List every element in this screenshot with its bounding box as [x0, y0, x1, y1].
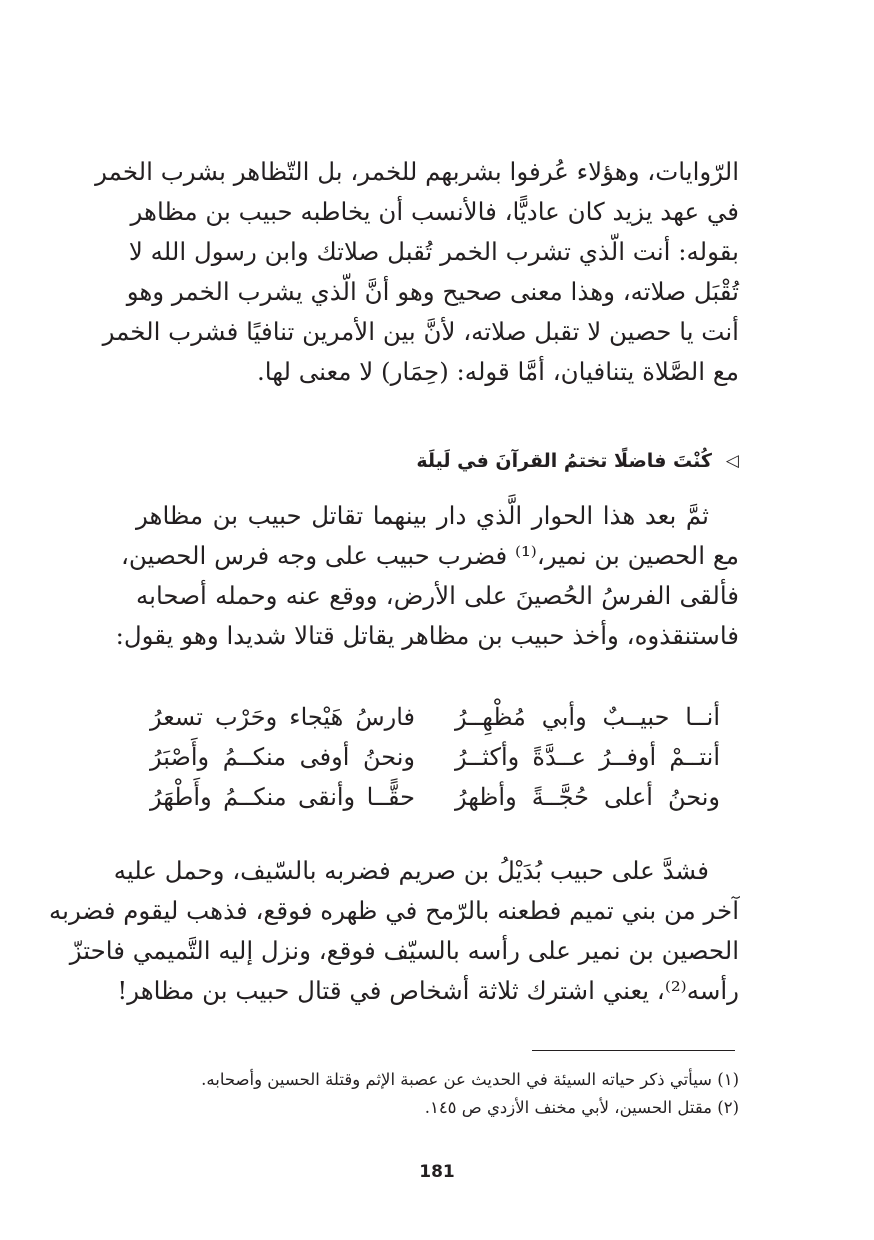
paragraph-line: آخر من بني تميم فطعنه بالرّمح في ظهره فوقع، فذهب ليقوم فضربه — [49, 896, 739, 925]
verse-second-hemistich: ونحنُ أوفى منكــمُ وأَصْبَرُ — [150, 743, 415, 771]
poem-verse — [150, 697, 720, 737]
verse-first-hemistich: ونحنُ أعلى حُجَّــةً وأظهرُ — [455, 783, 720, 811]
paragraph-line: بقوله: أنت الّذي تشرب الخمر تُقبل صلاتك وابن رسول الله لا — [128, 237, 739, 266]
paragraph-line: فألقى الفرسُ الحُصينَ على الأرض، ووقع عنه وحمله أصحابه — [136, 581, 739, 610]
footnotes — [136, 1066, 739, 1122]
paragraph-line: مع الصَّلاة يتنافيان، أمَّا قوله: (حِمَار) لا معنى لها. — [256, 357, 739, 386]
paragraph-1 — [95, 152, 739, 392]
footnote-separator — [532, 1050, 735, 1051]
poem-verse — [150, 737, 720, 777]
footnote-2: (٢) مقتل الحسين، لأبي مخنف الأزدي ص ١٤٥. — [424, 1098, 739, 1117]
paragraph-line: أنت يا حصين لا تقبل صلاته، لأنَّ بين الأمرين تنافيًا فشرب الخمر — [102, 317, 739, 346]
verse-second-hemistich: حقًّــا وأنقى منكــمُ وأَطْهَرُ — [150, 783, 415, 811]
paragraph-line: ثمَّ بعد هذا الحوار الَّذي دار بينهما تقاتل حبيب بن مظاهر — [136, 501, 709, 530]
paragraph-line: الحصين بن نمير على رأسه بالسيّف فوقع، ونزل إليه التَّميمي فاحتزّ — [69, 936, 739, 965]
poem-verse — [150, 777, 720, 817]
section-heading-text: كُنْتَ فاضلًا تختمُ القرآنَ في لَيلَة — [416, 450, 712, 472]
triangle-pointer-icon: ◁ — [725, 451, 739, 471]
verse-first-hemistich: أنــا حبيــبٌ وأبي مُظْهِــرُ — [455, 703, 720, 731]
paragraph-line: تُقْبَل صلاته، وهذا معنى صحيح وهو أنَّ الّذي يشرب الخمر وهو — [126, 277, 739, 306]
paragraph-line: فاستنقذوه، وأخذ حبيب بن مظاهر يقاتل قتالا شديدا وهو يقول: — [115, 621, 739, 650]
paragraph-line: رأسه⁽²⁾، يعني اشترك ثلاثة أشخاص في قتال حبيب بن مظاهر! — [117, 976, 739, 1005]
section-heading — [136, 446, 739, 476]
paragraph-line: مع الحصين بن نمير،⁽¹⁾ فضرب حبيب على وجه فرس الحصين، — [121, 541, 739, 570]
page-number: 181 — [419, 1162, 455, 1182]
footnote-1: (١) سيأتي ذكر حياته السيئة في الحديث عن عصبة الإثم وقتلة الحسين وأصحابه. — [201, 1070, 739, 1089]
verse-second-hemistich: فارسُ هَيْجاء وحَرْب تسعرُ — [150, 703, 415, 731]
paragraph-line: الرّوايات، وهؤلاء عُرفوا بشربهم للخمر، بل التّظاهر بشرب الخمر — [95, 157, 739, 186]
paragraph-line: فشدَّ على حبيب بُدَيْلُ بن صريم فضربه بالسّيف، وحمل عليه — [113, 856, 709, 885]
paragraph-line: في عهد يزيد كان عاديًّا، فالأنسب أن يخاطبه حبيب بن مظاهر — [130, 197, 739, 226]
paragraph-2 — [115, 496, 739, 656]
paragraph-3 — [49, 851, 739, 1011]
verse-first-hemistich: أنتــمْ أوفــرُ عــدَّةً وأكثــرُ — [455, 743, 720, 771]
poem — [150, 697, 720, 817]
